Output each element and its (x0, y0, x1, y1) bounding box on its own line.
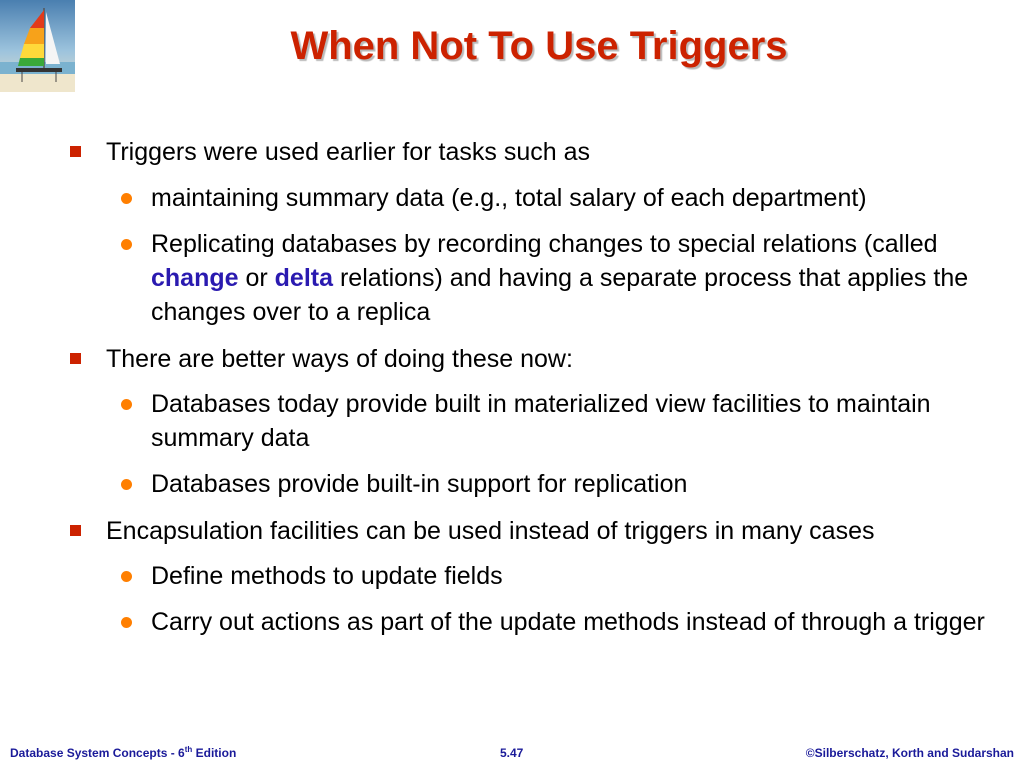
bullet-text: Replicating databases by recording changes to special relations (called (151, 230, 938, 258)
bullet-3: Encapsulation facilities can be used instead of triggers in many cases (106, 517, 875, 545)
bullet-1: Triggers were used earlier for tasks such as (106, 138, 590, 166)
footer-book-title (10, 746, 236, 760)
round-bullet-icon (121, 239, 132, 250)
page-number: 5.47 (500, 746, 524, 760)
bullet-1-sub-2 (151, 227, 991, 329)
slide-footer (0, 746, 1024, 764)
bullet-2-sub-1: Databases today provide built in materialized view facilities to maintain summary data (151, 390, 931, 452)
footer-copyright: ©Silberschatz, Korth and Sudarshan (805, 746, 1014, 760)
bullet-2-sub-2: Databases provide built-in support for replication (151, 470, 688, 498)
round-bullet-icon (121, 571, 132, 582)
bullet-text: relations) and having a separate process that applies the changes over to a replica (151, 264, 969, 326)
round-bullet-icon (121, 193, 132, 204)
square-bullet-icon (70, 525, 81, 536)
keyword-change: change (151, 264, 239, 292)
bullet-2: There are better ways of doing these now: (106, 345, 573, 373)
footer-superscript: th (184, 745, 193, 754)
slide-title: When Not To Use Triggers (290, 24, 788, 68)
bullet-3-sub-1: Define methods to update fields (151, 562, 503, 590)
bullet-3-sub-2: Carry out actions as part of the update methods instead of through a trigger (151, 608, 985, 636)
bullet-1-sub-1: maintaining summary data (e.g., total salary of each department) (151, 184, 867, 212)
footer-text: Edition (192, 746, 237, 760)
round-bullet-icon (121, 617, 132, 628)
bullet-text: or (238, 264, 275, 292)
footer-text: Database System Concepts - 6 (10, 746, 185, 760)
square-bullet-icon (70, 146, 81, 157)
square-bullet-icon (70, 353, 81, 364)
keyword-delta: delta (274, 264, 334, 292)
round-bullet-icon (121, 399, 132, 410)
round-bullet-icon (121, 479, 132, 490)
